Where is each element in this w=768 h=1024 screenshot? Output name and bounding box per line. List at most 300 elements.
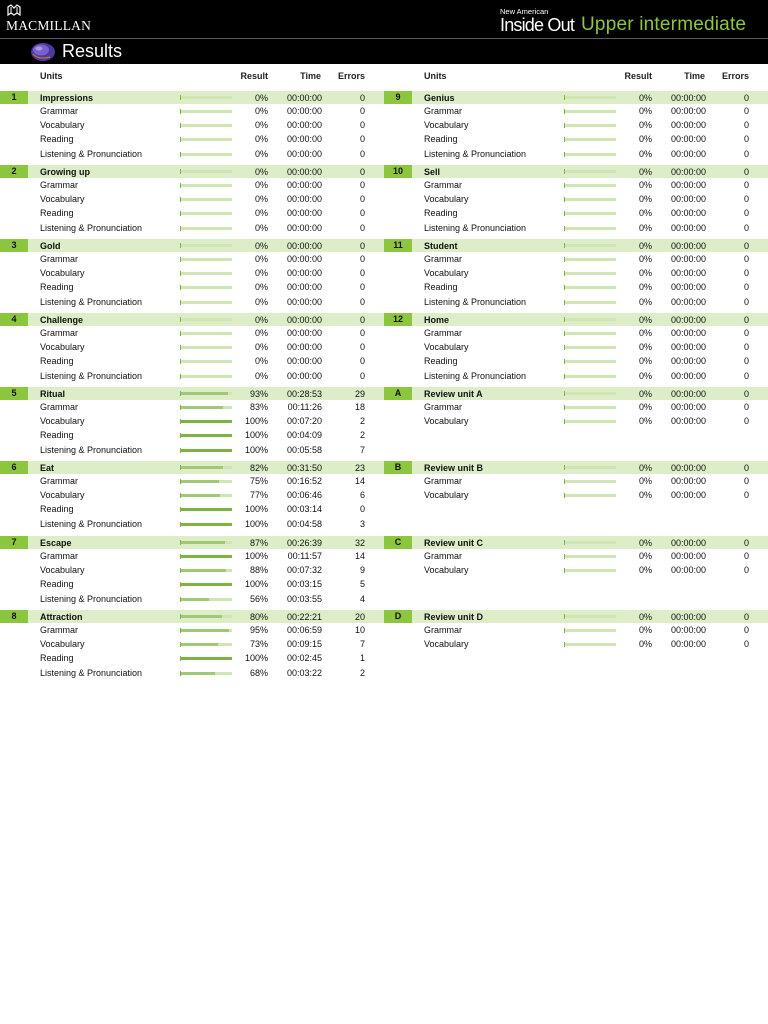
result-value: 0% [254, 167, 268, 177]
result-value: 0% [638, 476, 652, 486]
progress-bar [180, 110, 232, 113]
time-value: 00:00:00 [670, 356, 706, 367]
errors-value: 0 [359, 134, 365, 145]
result-value: 0% [638, 551, 652, 561]
progress-bar-fill [180, 466, 223, 469]
time-value: 00:00:00 [286, 370, 322, 381]
errors-value: 0 [743, 625, 749, 635]
result-value: 0% [254, 241, 268, 251]
progress-bar-fill [180, 672, 215, 675]
subsection-row[interactable] [384, 401, 768, 415]
result-value: 80% [249, 612, 268, 622]
progress-bar [564, 258, 616, 261]
time-value: 00:11:26 [287, 402, 322, 412]
title-bar [0, 39, 768, 64]
table-header-left [0, 69, 384, 83]
progress-bar [564, 392, 616, 395]
errors-value: 0 [743, 180, 749, 190]
subsection-row[interactable] [384, 222, 768, 236]
subsection-row[interactable] [384, 281, 768, 295]
errors-value: 14 [354, 476, 365, 486]
errors-value: 0 [359, 342, 365, 353]
subsection-row[interactable] [0, 193, 384, 207]
time-value: 00:00:00 [670, 208, 706, 219]
result-value: 0% [638, 120, 652, 131]
subsection-row[interactable] [0, 652, 384, 666]
progress-bar-start [564, 137, 565, 142]
unit-number-badge: 5 [0, 387, 28, 400]
errors-value: 0 [743, 551, 749, 561]
unit-row[interactable] [384, 165, 768, 178]
unit-name: Growing up [40, 167, 90, 177]
subsection-row[interactable] [0, 267, 384, 281]
errors-value: 2 [359, 416, 365, 427]
unit-row[interactable] [0, 461, 384, 474]
subsection-row[interactable] [0, 475, 384, 489]
result-value: 0% [254, 315, 268, 325]
unit-row[interactable] [384, 239, 768, 252]
time-value: 00:00:00 [286, 282, 322, 293]
time-value: 00:00:00 [670, 106, 706, 116]
unit-name: Challenge [40, 315, 84, 325]
subsection-name: Vocabulary [424, 268, 469, 279]
progress-bar [180, 494, 232, 497]
progress-bar-start [564, 568, 565, 573]
progress-bar [180, 301, 232, 304]
subsection-name: Vocabulary [424, 639, 469, 650]
progress-bar [180, 153, 232, 156]
subsection-name: Grammar [40, 254, 78, 264]
progress-bar-start [180, 359, 181, 364]
column-header-units: Units [424, 71, 447, 81]
time-value: 00:00:00 [670, 402, 706, 412]
subsection-name: Vocabulary [40, 268, 85, 279]
unit-number-badge: D [384, 610, 412, 623]
time-value: 00:00:00 [670, 625, 706, 635]
unit-name: Review unit C [424, 538, 484, 548]
subsection-row[interactable] [384, 550, 768, 564]
subsection-name: Grammar [424, 476, 462, 486]
unit-row[interactable] [0, 239, 384, 252]
subsection-name: Grammar [424, 625, 462, 635]
subsection-name: Vocabulary [40, 490, 85, 501]
subsection-row[interactable] [0, 296, 384, 310]
unit-name: Review unit D [424, 612, 484, 622]
unit-name: Ritual [40, 389, 66, 399]
progress-bar [180, 466, 232, 469]
subsection-row[interactable] [0, 667, 384, 681]
subsection-row[interactable] [0, 105, 384, 119]
subsection-row[interactable] [384, 327, 768, 341]
subsection-row[interactable] [0, 133, 384, 147]
errors-value: 23 [354, 463, 365, 473]
errors-value: 0 [743, 490, 749, 501]
time-value: 00:00:00 [670, 148, 706, 159]
errors-value: 0 [743, 282, 749, 293]
progress-bar-start [180, 285, 181, 290]
subsection-row[interactable] [384, 133, 768, 147]
unit-row[interactable] [0, 610, 384, 623]
unit-row[interactable] [384, 387, 768, 400]
progress-bar [180, 480, 232, 483]
subsection-name: Reading [424, 208, 458, 219]
unit-row[interactable] [0, 91, 384, 104]
unit-row[interactable] [0, 387, 384, 400]
result-value: 0% [254, 148, 268, 159]
result-value: 0% [254, 208, 268, 219]
unit-name: Attraction [40, 612, 83, 622]
time-value: 00:00:00 [670, 254, 706, 264]
subsection-row[interactable] [0, 564, 384, 578]
subsection-row[interactable] [0, 550, 384, 564]
progress-bar-start [180, 243, 181, 248]
progress-bar-start [180, 137, 181, 142]
errors-value: 0 [743, 208, 749, 219]
errors-value: 0 [359, 167, 365, 177]
progress-bar-start [180, 257, 181, 262]
progress-bar [180, 244, 232, 247]
progress-bar [180, 523, 232, 526]
unit-row[interactable] [384, 610, 768, 623]
subsection-name: Listening & Pronunciation [424, 296, 527, 307]
subsection-row[interactable] [0, 179, 384, 193]
time-value: 00:00:00 [286, 120, 322, 131]
time-value: 00:04:58 [286, 518, 322, 529]
subsection-row[interactable] [0, 401, 384, 415]
subsection-row[interactable] [384, 355, 768, 369]
errors-value: 0 [743, 194, 749, 205]
result-value: 0% [638, 148, 652, 159]
subsection-name: Listening & Pronunciation [40, 444, 143, 455]
result-value: 0% [638, 208, 652, 219]
progress-bar-fill [180, 392, 228, 395]
result-value: 0% [638, 538, 652, 548]
subsection-row[interactable] [0, 327, 384, 341]
result-value: 100% [244, 430, 268, 441]
progress-bar [564, 555, 616, 558]
subsection-row[interactable] [0, 624, 384, 638]
subsection-name: Reading [40, 356, 74, 367]
unit-number-badge: A [384, 387, 412, 400]
subsection-name: Grammar [424, 551, 462, 561]
time-value: 00:00:00 [670, 296, 706, 307]
column-header-units: Units [40, 71, 63, 81]
progress-bar-start [564, 152, 565, 157]
unit-row[interactable] [384, 91, 768, 104]
errors-value: 1 [359, 653, 365, 664]
progress-bar [564, 301, 616, 304]
time-value: 00:00:00 [670, 565, 706, 576]
time-value: 00:00:00 [670, 538, 706, 548]
result-value: 0% [638, 241, 652, 251]
progress-bar-start [180, 109, 181, 114]
subsection-name: Reading [424, 282, 458, 293]
errors-value: 0 [743, 268, 749, 279]
unit-number-badge: 1 [0, 91, 28, 104]
subsection-row[interactable] [384, 253, 768, 267]
progress-bar [180, 124, 232, 127]
progress-bar [564, 244, 616, 247]
subsection-row[interactable] [384, 341, 768, 355]
subsection-name: Listening & Pronunciation [40, 296, 143, 307]
errors-value: 0 [359, 208, 365, 219]
result-value: 0% [638, 639, 652, 650]
subsection-name: Listening & Pronunciation [40, 370, 143, 381]
errors-value: 0 [359, 268, 365, 279]
subsection-name: Reading [424, 134, 458, 145]
result-value: 0% [638, 416, 652, 427]
errors-value: 3 [359, 518, 365, 529]
progress-bar [564, 360, 616, 363]
subsection-row[interactable] [0, 444, 384, 458]
time-value: 00:03:55 [286, 593, 322, 604]
page-title: Results [62, 41, 123, 61]
subsection-row[interactable] [384, 638, 768, 652]
errors-value: 0 [359, 282, 365, 293]
time-value: 00:22:21 [286, 612, 322, 622]
progress-bar-fill [180, 583, 232, 586]
progress-bar-start [180, 345, 181, 350]
time-value: 00:00:00 [670, 315, 706, 325]
time-value: 00:00:00 [670, 134, 706, 145]
progress-bar [180, 375, 232, 378]
progress-bar [180, 629, 232, 632]
time-value: 00:04:09 [286, 430, 322, 441]
unit-number-badge: 8 [0, 610, 28, 623]
result-value: 0% [638, 625, 652, 635]
subsection-row[interactable] [384, 296, 768, 310]
time-value: 00:00:00 [286, 315, 322, 325]
subsection-row[interactable] [384, 148, 768, 162]
subsection-name: Reading [40, 208, 74, 219]
subsection-row[interactable] [0, 503, 384, 517]
time-value: 00:00:00 [670, 93, 706, 103]
errors-value: 14 [354, 551, 365, 561]
errors-value: 10 [354, 625, 365, 635]
time-value: 00:11:57 [287, 551, 322, 561]
subsection-name: Grammar [424, 328, 462, 338]
progress-bar [564, 124, 616, 127]
progress-bar [564, 420, 616, 423]
progress-bar-fill [180, 555, 232, 558]
errors-value: 0 [743, 315, 749, 325]
progress-bar-start [564, 374, 565, 379]
subsection-row[interactable] [0, 253, 384, 267]
progress-bar [180, 212, 232, 215]
time-value: 00:00:00 [670, 268, 706, 279]
subsection-name: Grammar [40, 476, 78, 486]
errors-value: 0 [743, 120, 749, 131]
progress-bar-start [564, 243, 565, 248]
subsection-name: Vocabulary [424, 342, 469, 353]
subsection-row[interactable] [0, 222, 384, 236]
time-value: 00:00:00 [286, 148, 322, 159]
errors-value: 0 [743, 222, 749, 233]
unit-number-badge: 12 [384, 313, 412, 326]
subsection-row[interactable] [0, 148, 384, 162]
time-value: 00:00:00 [670, 120, 706, 131]
progress-bar [180, 643, 232, 646]
progress-bar [564, 318, 616, 321]
errors-value: 0 [743, 93, 749, 103]
progress-bar-start [180, 331, 181, 336]
time-value: 00:00:00 [670, 416, 706, 427]
subsection-row[interactable] [0, 518, 384, 532]
subsection-name: Vocabulary [424, 194, 469, 205]
time-value: 00:26:39 [286, 538, 322, 548]
errors-value: 0 [359, 194, 365, 205]
errors-value: 0 [743, 389, 749, 399]
progress-bar-start [564, 331, 565, 336]
result-value: 0% [638, 612, 652, 622]
publisher-name: MACMILLAN [6, 18, 92, 33]
unit-name: Escape [40, 538, 72, 548]
result-value: 0% [638, 254, 652, 264]
progress-bar [180, 170, 232, 173]
subsection-name: Listening & Pronunciation [40, 667, 143, 678]
progress-bar-fill [180, 569, 226, 572]
errors-value: 7 [359, 639, 365, 650]
progress-bar [564, 198, 616, 201]
subsection-row[interactable] [384, 475, 768, 489]
subsection-row[interactable] [384, 119, 768, 133]
time-value: 00:00:00 [286, 296, 322, 307]
progress-bar-fill [180, 480, 219, 483]
unit-number-badge: 4 [0, 313, 28, 326]
subsection-name: Vocabulary [424, 416, 469, 427]
errors-value: 0 [743, 328, 749, 338]
progress-bar [180, 138, 232, 141]
progress-bar [564, 184, 616, 187]
subsection-row[interactable] [0, 355, 384, 369]
errors-value: 20 [354, 612, 365, 622]
errors-value: 0 [359, 315, 365, 325]
subsection-row[interactable] [384, 207, 768, 221]
progress-bar [180, 449, 232, 452]
progress-bar-fill [180, 523, 232, 526]
unit-row[interactable] [384, 461, 768, 474]
time-value: 00:00:00 [670, 167, 706, 177]
progress-bar-start [564, 628, 565, 633]
progress-bar [564, 153, 616, 156]
subsection-row[interactable] [0, 119, 384, 133]
errors-value: 0 [743, 565, 749, 576]
subsection-row[interactable] [384, 105, 768, 119]
progress-bar [180, 508, 232, 511]
subsection-row[interactable] [384, 179, 768, 193]
result-value: 0% [638, 315, 652, 325]
progress-bar [180, 569, 232, 572]
subsection-row[interactable] [384, 415, 768, 429]
subsection-row[interactable] [384, 193, 768, 207]
subsection-row[interactable] [384, 267, 768, 281]
unit-row[interactable] [0, 165, 384, 178]
unit-row[interactable] [0, 536, 384, 549]
subsection-row[interactable] [0, 578, 384, 592]
unit-name: Eat [40, 463, 55, 473]
unit-row[interactable] [384, 536, 768, 549]
errors-value: 0 [743, 106, 749, 116]
errors-value: 0 [359, 180, 365, 190]
subsection-row[interactable] [0, 207, 384, 221]
progress-bar-fill [180, 434, 232, 437]
result-value: 56% [249, 593, 268, 604]
time-value: 00:03:15 [286, 579, 322, 590]
subsection-row[interactable] [0, 489, 384, 503]
unit-name: Review unit A [424, 389, 483, 399]
result-value: 0% [254, 254, 268, 264]
time-value: 00:05:58 [286, 444, 322, 455]
progress-bar [564, 480, 616, 483]
progress-bar [180, 272, 232, 275]
subsection-row[interactable] [0, 638, 384, 652]
errors-value: 0 [743, 134, 749, 145]
progress-bar [564, 615, 616, 618]
time-value: 00:00:00 [670, 389, 706, 399]
progress-bar [180, 598, 232, 601]
progress-bar-start [564, 169, 565, 174]
result-value: 0% [254, 106, 268, 116]
progress-bar-fill [180, 615, 222, 618]
results-disc-icon [30, 42, 56, 62]
subsection-name: Vocabulary [40, 120, 85, 131]
result-value: 0% [638, 194, 652, 205]
errors-value: 0 [359, 254, 365, 264]
progress-bar-start [564, 95, 565, 100]
subsection-row[interactable] [0, 281, 384, 295]
errors-value: 7 [359, 444, 365, 455]
macmillan-logo-icon [7, 4, 21, 16]
unit-row[interactable] [384, 313, 768, 326]
time-value: 00:00:00 [670, 463, 706, 473]
subsection-row[interactable] [0, 341, 384, 355]
progress-bar [564, 643, 616, 646]
progress-bar-start [564, 540, 565, 545]
progress-bar-start [564, 300, 565, 305]
time-value: 00:00:00 [286, 194, 322, 205]
macmillan-logo [6, 4, 92, 34]
subsection-row[interactable] [0, 429, 384, 443]
subsection-row[interactable] [0, 370, 384, 384]
progress-bar-start [564, 183, 565, 188]
time-value: 00:03:14 [286, 504, 322, 515]
subsection-row[interactable] [384, 624, 768, 638]
unit-row[interactable] [0, 313, 384, 326]
result-value: 0% [638, 180, 652, 190]
progress-bar [180, 541, 232, 544]
progress-bar-start [180, 169, 181, 174]
subsection-row[interactable] [0, 593, 384, 607]
subsection-row[interactable] [384, 370, 768, 384]
progress-bar-start [180, 152, 181, 157]
time-value: 00:00:00 [286, 342, 322, 353]
subsection-name: Vocabulary [424, 120, 469, 131]
subsection-row[interactable] [384, 564, 768, 578]
subsection-row[interactable] [0, 415, 384, 429]
time-value: 00:00:00 [286, 254, 322, 264]
unit-number-badge: 7 [0, 536, 28, 549]
progress-bar [180, 227, 232, 230]
subsection-name: Reading [40, 430, 74, 441]
progress-bar [564, 332, 616, 335]
time-value: 00:00:00 [286, 356, 322, 367]
result-value: 0% [254, 370, 268, 381]
subsection-row[interactable] [384, 489, 768, 503]
result-value: 100% [244, 653, 268, 664]
progress-bar [564, 170, 616, 173]
time-value: 00:00:00 [286, 180, 322, 190]
result-value: 0% [638, 93, 652, 103]
